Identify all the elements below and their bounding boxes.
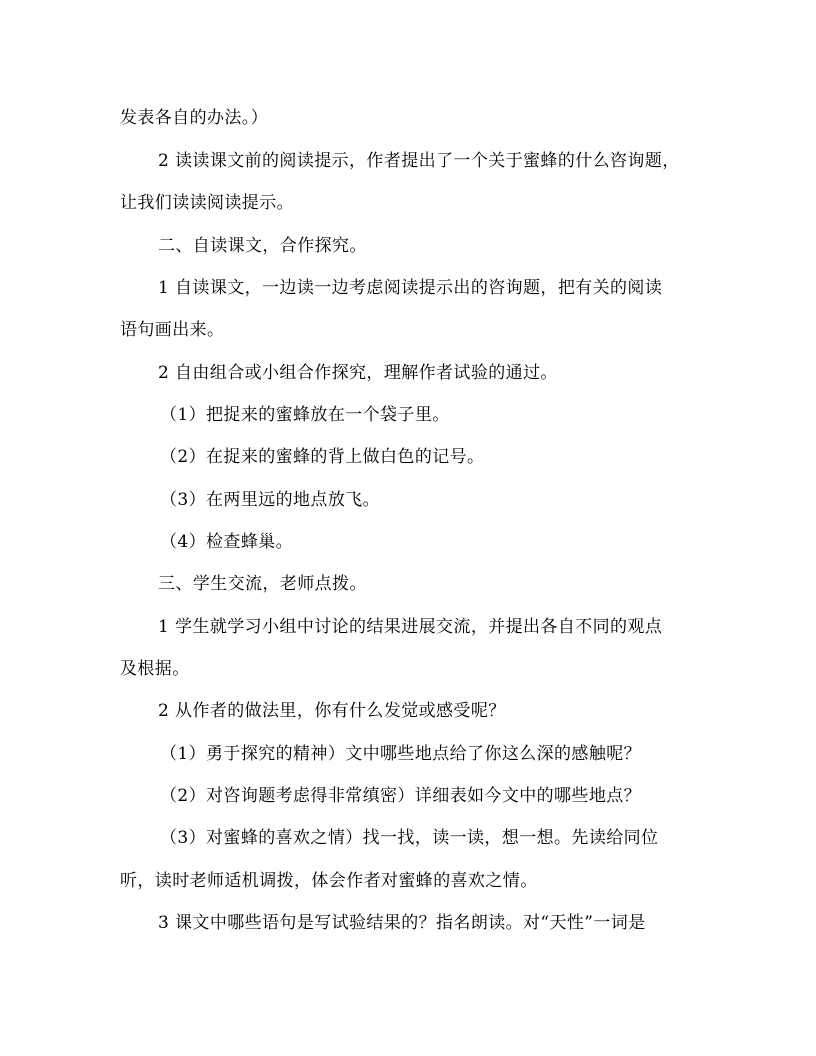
text-line: 2 读读课文前的阅读提示，作者提出了一个关于蜜蜂的什么咨询题， <box>158 151 680 171</box>
text-line: 及根据。 <box>120 659 190 679</box>
text-line: 让我们读读阅读提示。 <box>120 193 294 213</box>
list-item: （1）勇于探究的精神）文中哪些地点给了你这么深的感触呢？ <box>160 744 642 764</box>
text-line: 1 学生就学习小组中讨论的结果进展交流，并提出各自不同的观点 <box>158 617 663 637</box>
text-line: 2 从作者的做法里，你有什么发觉或感受呢？ <box>158 701 506 721</box>
list-item: （2）对咨询题考虑得非常缜密）详细表如今文中的哪些地点？ <box>160 786 642 806</box>
list-item: （3）在两里远的地点放飞。 <box>160 490 381 510</box>
list-item: （2）在捉来的蜜蜂的背上做白色的记号。 <box>160 447 485 467</box>
section-heading: 三、学生交流，老师点拨。 <box>158 574 367 594</box>
text-line: 发表各自的办法。） <box>120 108 269 128</box>
section-heading: 二、自读课文，合作探究。 <box>158 236 367 256</box>
list-item: （3）对蜜蜂的喜欢之情）找一找，读一读，想一想。先读给同位 <box>160 828 659 848</box>
text-line: 3 课文中哪些语句是写试验结果的？指名朗读。对“天性”一词是 <box>158 913 646 933</box>
text-line: 2 自由组合或小组合作探究，理解作者试验的通过。 <box>158 363 558 383</box>
text-line: 听，读时老师适机调拨，体会作者对蜜蜂的喜欢之情。 <box>120 871 538 891</box>
text-line: 语句画出来。 <box>120 320 225 340</box>
text-line: 1 自读课文，一边读一边考虑阅读提示出的咨询题，把有关的阅读 <box>158 278 663 298</box>
list-item: （4）检查蜂巢。 <box>160 532 294 552</box>
list-item: （1）把捉来的蜜蜂放在一个袋子里。 <box>160 405 450 425</box>
